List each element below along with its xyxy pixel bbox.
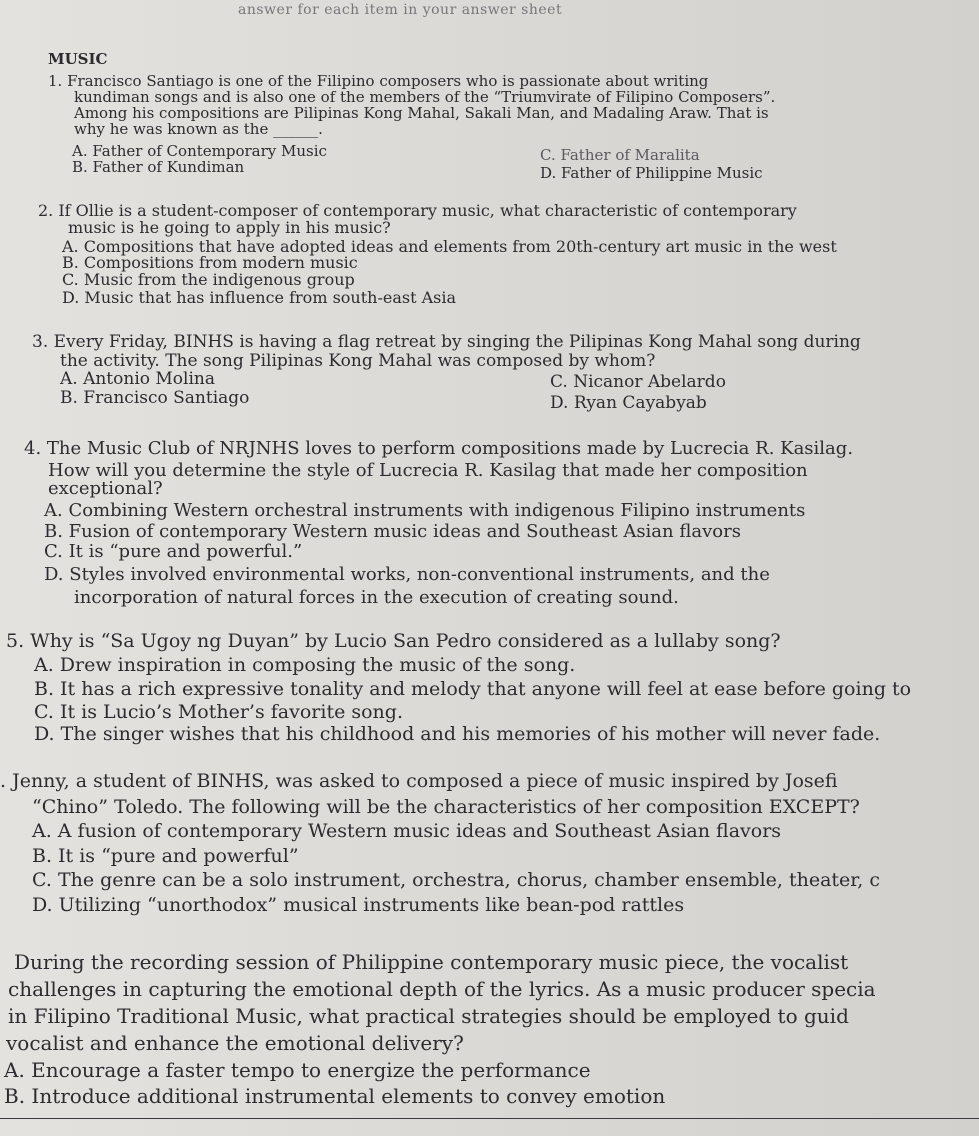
question-text-line: During the recording session of Philippine contemporary music piece, the vocalist: [14, 950, 849, 974]
question-text-line: challenges in capturing the emotional depth of the lyrics. As a music producer specia: [8, 977, 876, 1001]
question-text-line: the activity. The song Pilipinas Kong Mahal was composed by whom?: [60, 351, 656, 371]
choice-d: D. Utilizing “unorthodox” musical instruments like bean-pod rattles: [32, 894, 685, 916]
choice-d: D. Ryan Cayabyab: [550, 393, 707, 413]
question-text-line: kundiman songs and is also one of the members of the “Triumvirate of Filipino Composers”.: [74, 88, 776, 106]
question-text-line: music is he going to apply in his music?: [68, 218, 391, 237]
section-title: MUSIC: [48, 50, 108, 68]
choice-b: B. Fusion of contemporary Western music ideas and Southeast Asian flavors: [44, 521, 741, 542]
question-text-line: Among his compositions are Pilipinas Kong Mahal, Sakali Man, and Madaling Araw. That is: [74, 104, 769, 122]
question-text-line: 3. Every Friday, BINHS is having a flag retreat by singing the Pilipinas Kong Mahal song during: [32, 332, 861, 352]
choice-b: B. Introduce additional instrumental elements to convey emotion: [4, 1084, 666, 1108]
choice-b: B. Francisco Santiago: [60, 388, 250, 408]
instruction-text: answer for each item in your answer sheet: [238, 2, 563, 18]
choice-a: A. Antonio Molina: [60, 369, 216, 389]
choice-b: B. Father of Kundiman: [72, 158, 245, 176]
choice-a: A. Encourage a faster tempo to energize the performance: [4, 1058, 591, 1082]
choice-d: D. Styles involved environmental works, non-conventional instruments, and the: [44, 564, 770, 585]
choice-b: B. Compositions from modern music: [62, 253, 358, 272]
question-text-line: “Chino” Toledo. The following will be the characteristics of her composition EXCEPT?: [32, 796, 860, 818]
question-text-line: in Filipino Traditional Music, what practical strategies should be employed to guid: [8, 1004, 849, 1028]
choice-a: A. Combining Western orchestral instruments with indigenous Filipino instruments: [44, 500, 806, 521]
question-text-line: 2. If Ollie is a student-composer of contemporary music, what characteristic of contemporary: [38, 201, 797, 220]
question-text-line: exceptional?: [48, 478, 163, 499]
choice-c: C. Father of Maralita: [540, 146, 700, 164]
choice-b: B. It is “pure and powerful”: [32, 845, 299, 867]
question-text-line: How will you determine the style of Lucrecia R. Kasilag that made her composition: [48, 460, 808, 481]
choice-c: C. The genre can be a solo instrument, orchestra, chorus, chamber ensemble, theater, c: [32, 869, 881, 891]
choice-a: A. Compositions that have adopted ideas and elements from 20th-century art music in the west: [62, 237, 837, 256]
choice-d: D. Father of Philippine Music: [540, 164, 763, 182]
bottom-divider: [0, 1118, 979, 1119]
choice-c: C. Nicanor Abelardo: [550, 372, 726, 392]
choice-c: C. Music from the indigenous group: [62, 270, 355, 289]
choice-a: A. A fusion of contemporary Western music ideas and Southeast Asian flavors: [32, 820, 782, 842]
question-text-line: 5. Why is “Sa Ugoy ng Duyan” by Lucio San Pedro considered as a lullaby song?: [6, 630, 781, 652]
choice-d: D. The singer wishes that his childhood and his memories of his mother will never fade.: [34, 723, 881, 745]
question-text-line: . Jenny, a student of BINHS, was asked to composed a piece of music inspired by Josefi: [0, 770, 838, 792]
choice-a: A. Drew inspiration in composing the music of the song.: [34, 654, 576, 676]
question-text-line: 1. Francisco Santiago is one of the Filipino composers who is passionate about writing: [48, 72, 709, 90]
choice-d-continued: incorporation of natural forces in the execution of creating sound.: [74, 587, 679, 608]
choice-c: C. It is “pure and powerful.”: [44, 541, 303, 562]
choice-a: A. Father of Contemporary Music: [72, 142, 327, 160]
choice-d: D. Music that has influence from south-east Asia: [62, 288, 457, 307]
question-text-line: why he was known as the ______.: [74, 120, 323, 138]
question-text-line: 4. The Music Club of NRJNHS loves to perform compositions made by Lucrecia R. Kasilag.: [24, 438, 854, 459]
choice-c: C. It is Lucio’s Mother’s favorite song.: [34, 701, 403, 723]
choice-b: B. It has a rich expressive tonality and melody that anyone will feel at ease before going to: [34, 678, 912, 700]
question-text-line: vocalist and enhance the emotional delivery?: [6, 1031, 464, 1055]
